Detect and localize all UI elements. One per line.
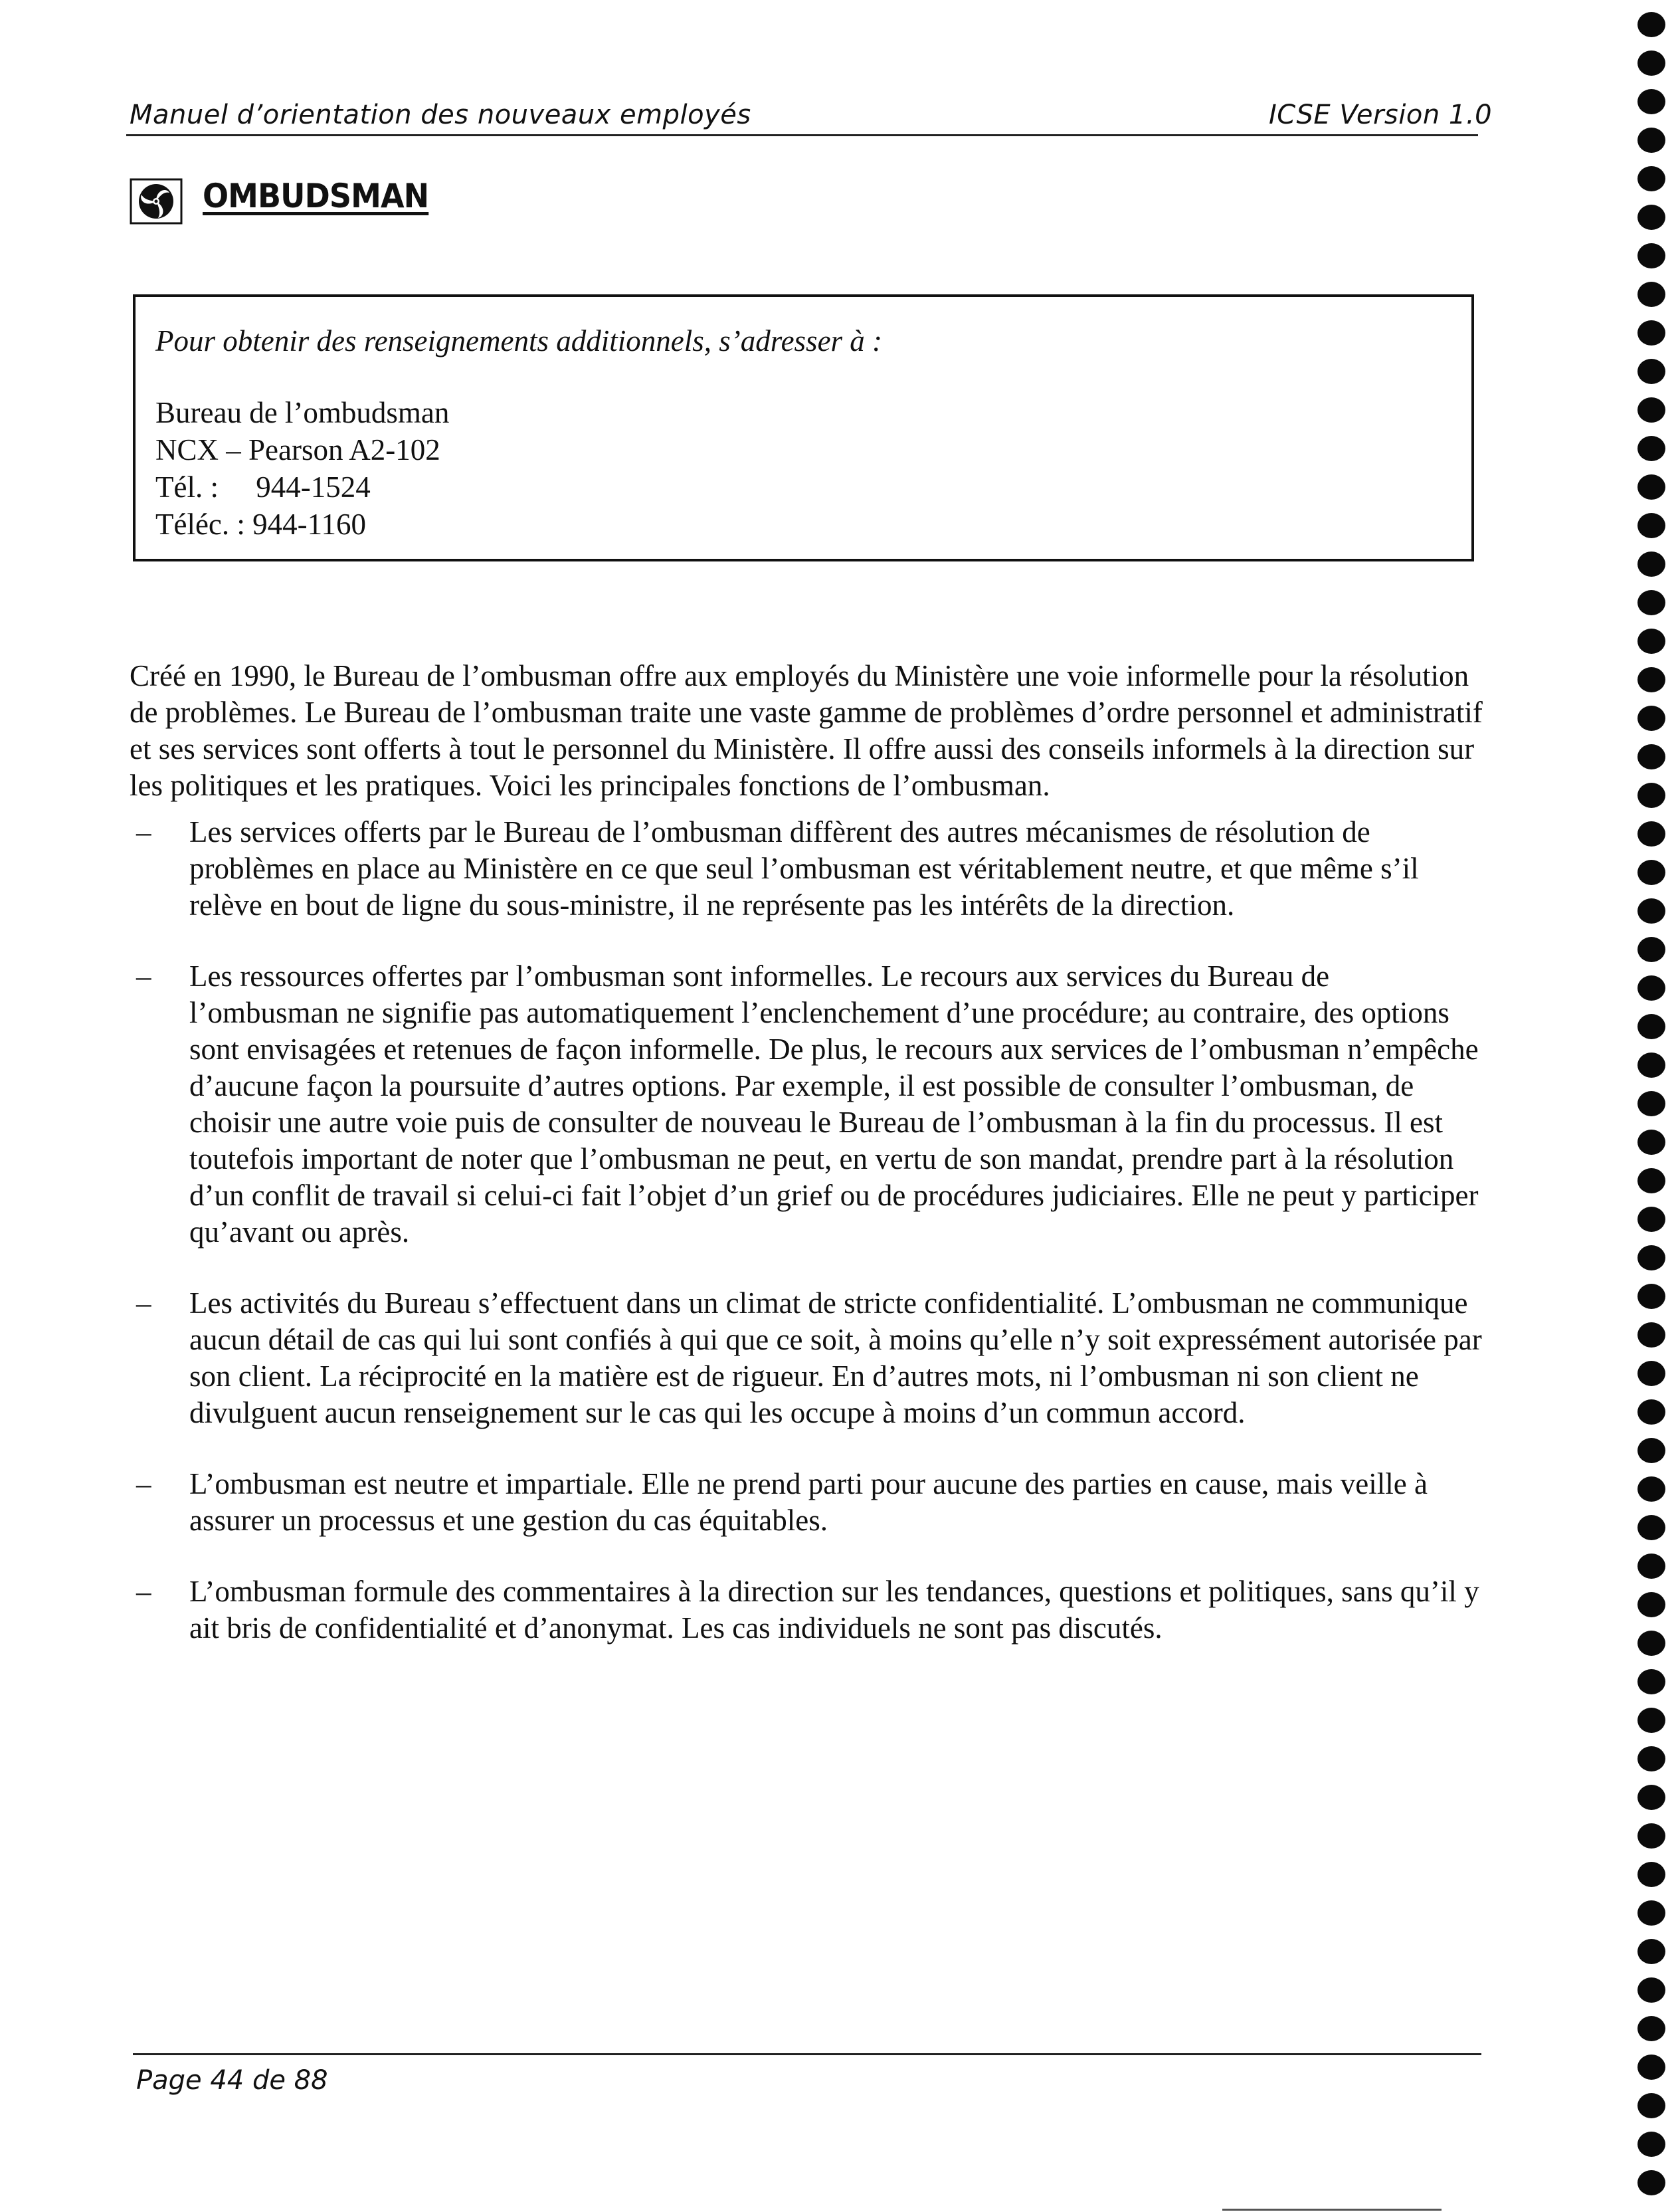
- spiral-binding-hole-icon: [1637, 1014, 1665, 1039]
- spiral-binding-hole-icon: [1637, 1399, 1665, 1425]
- spiral-binding-hole-icon: [1637, 50, 1665, 76]
- list-item: [130, 1466, 1485, 1539]
- functions-list: [130, 814, 1485, 1681]
- spiral-binding-hole-icon: [1637, 821, 1665, 847]
- spiral-binding-hole-icon: [1637, 1977, 1665, 2003]
- spiral-binding-hole-icon: [1637, 1245, 1665, 1270]
- spiral-binding-hole-icon: [1637, 2132, 1665, 2157]
- spiral-binding-hole-icon: [1637, 629, 1665, 654]
- header-document-title: Manuel d’orientation des nouveaux employés: [130, 100, 751, 130]
- spiral-binding-hole-icon: [1637, 1284, 1665, 1309]
- spiral-binding-hole-icon: [1637, 1669, 1665, 1694]
- spiral-binding-hole-icon: [1637, 1862, 1665, 1887]
- spiral-binding-hole-icon: [1637, 667, 1665, 692]
- spiral-binding-hole-icon: [1637, 783, 1665, 808]
- bullet-dash: –: [136, 815, 151, 849]
- list-item-text: Les services offerts par le Bureau de l’ombusman diffèrent des autres mécanismes de résolution de problèmes en place au Ministère en ce que seul l’ombusman est véritablement neutre, et que même s’il relève en bout de ligne du sous-ministre, il ne représente pas les intérêts de la direction.: [189, 815, 1419, 922]
- spiral-binding-hole-icon: [1637, 359, 1665, 384]
- spiral-binding-hole-icon: [1637, 1785, 1665, 1810]
- spiral-binding-hole-icon: [1637, 552, 1665, 577]
- spiral-binding-hole-icon: [1637, 1554, 1665, 1579]
- spiral-binding-hole-icon: [1637, 1168, 1665, 1193]
- spiral-binding-hole-icon: [1637, 1708, 1665, 1733]
- list-item-text: Les ressources offertes par l’ombusman sont informelles. Le recours aux services du Bureau de l’ombusman ne signifie pas automatiquement l’enclenchement d’une procédure; au contraire, des options sont envisagées et retenues de façon informelle. De plus, le recours aux services de l’ombusman n’empêche d’aucune façon la poursuite d’autres options. Par exemple, il est possible de consulter l’ombusman, de choisir une autre voie puis de consulter de nouveau le Bureau de l’ombusman à la fin du processus. Il est toutefois important de noter que l’ombusman ne peut, en vertu de son mandat, prendre part à la résolution d’un conflit de travail si celui-ci fait l’objet d’un grief ou de procédures judiciaires. Elle ne peut y participer qu’avant ou après.: [189, 959, 1479, 1249]
- contact-phone: Tél. : 944-1524: [155, 470, 371, 504]
- spiral-binding-hole-icon: [1637, 166, 1665, 191]
- spiral-binding-hole-icon: [1637, 860, 1665, 885]
- spiral-binding-hole-icon: [1637, 2055, 1665, 2080]
- spiral-binding-hole-icon: [1637, 2170, 1665, 2195]
- spiral-binding-hole-icon: [1637, 898, 1665, 924]
- spiral-binding-hole-icon: [1637, 89, 1665, 114]
- spiral-binding-hole-icon: [1637, 513, 1665, 538]
- spiral-binding-hole-icon: [1637, 282, 1665, 307]
- list-item-text: Les activités du Bureau s’effectuent dans un climat de stricte confidentialité. L’ombusman ne communique aucun détail de cas qui lui sont confiés à qui que ce soit, à moins qu’elle n’y soit expressément autorisée par son client. La réciprocité en la matière est de rigueur. En d’autres mots, ni l’ombusman ni son client ne divulguent aucun renseignement sur le cas qui les occupe à moins d’un commun accord.: [189, 1286, 1482, 1429]
- spiral-binding-hole-icon: [1637, 590, 1665, 615]
- spiral-binding-hole-icon: [1637, 1130, 1665, 1155]
- spiral-binding-hole-icon: [1637, 1438, 1665, 1463]
- contact-intro: Pour obtenir des renseignements additionnels, s’adresser à :: [155, 324, 883, 357]
- contact-fax: Téléc. : 944-1160: [155, 508, 366, 541]
- list-item: [130, 1573, 1485, 1647]
- spiral-binding-hole-icon: [1637, 1322, 1665, 1348]
- list-item: [130, 958, 1485, 1251]
- bullet-dash: –: [136, 1286, 151, 1320]
- spiral-binding-hole-icon: [1637, 1091, 1665, 1116]
- spiral-binding-hole-icon: [1637, 706, 1665, 731]
- header-divider: [126, 134, 1478, 136]
- page-number: Page 44 de 88: [136, 2065, 328, 2096]
- list-item-text: L’ombusman est neutre et impartiale. Elle ne prend parti pour aucune des parties en cause, mais veille à assurer un processus et une gestion du cas équitables.: [189, 1467, 1428, 1537]
- spiral-binding-hole-icon: [1637, 243, 1665, 268]
- bottom-edge-line: [1222, 2209, 1442, 2211]
- spiral-binding: [1631, 0, 1680, 2212]
- spiral-binding-hole-icon: [1637, 1823, 1665, 1849]
- spiral-binding-hole-icon: [1637, 397, 1665, 423]
- spiral-binding-hole-icon: [1637, 975, 1665, 1001]
- spiral-binding-hole-icon: [1637, 1592, 1665, 1617]
- spiral-binding-hole-icon: [1637, 937, 1665, 962]
- list-item: [130, 1285, 1485, 1431]
- spiral-binding-hole-icon: [1637, 128, 1665, 153]
- contact-info-box: [133, 294, 1474, 561]
- spiral-binding-hole-icon: [1637, 2093, 1665, 2118]
- spiral-binding-hole-icon: [1637, 320, 1665, 346]
- spiral-binding-hole-icon: [1637, 1207, 1665, 1232]
- triskelion-icon: [130, 178, 183, 225]
- spiral-binding-hole-icon: [1637, 1900, 1665, 1926]
- spiral-binding-hole-icon: [1637, 205, 1665, 230]
- contact-office: Bureau de l’ombudsman: [155, 396, 450, 429]
- footer-divider: [133, 2053, 1481, 2055]
- header-version: ICSE Version 1.0: [1269, 100, 1493, 130]
- spiral-binding-hole-icon: [1637, 2016, 1665, 2041]
- spiral-binding-hole-icon: [1637, 1631, 1665, 1656]
- bullet-dash: –: [136, 959, 151, 993]
- spiral-binding-hole-icon: [1637, 1361, 1665, 1386]
- list-item: [130, 814, 1485, 924]
- spiral-binding-hole-icon: [1637, 474, 1665, 500]
- spiral-binding-hole-icon: [1637, 1939, 1665, 1964]
- spiral-binding-hole-icon: [1637, 436, 1665, 461]
- spiral-binding-hole-icon: [1637, 744, 1665, 769]
- spiral-binding-hole-icon: [1637, 1515, 1665, 1540]
- spiral-binding-hole-icon: [1637, 12, 1665, 37]
- bullet-dash: –: [136, 1575, 151, 1608]
- spiral-binding-hole-icon: [1637, 1476, 1665, 1502]
- list-item-text: L’ombusman formule des commentaires à la direction sur les tendances, questions et politiques, sans qu’il y ait bris de confidentialité et d’anonymat. Les cas individuels ne sont pas discutés.: [189, 1575, 1479, 1645]
- bullet-dash: –: [136, 1467, 151, 1500]
- contact-location: NCX – Pearson A2-102: [155, 433, 440, 466]
- spiral-binding-hole-icon: [1637, 1746, 1665, 1771]
- spiral-binding-hole-icon: [1637, 1053, 1665, 1078]
- intro-paragraph: Créé en 1990, le Bureau de l’ombusman offre aux employés du Ministère une voie informelle pour la résolution de problèmes. Le Bureau de l’ombusman traite une vaste gamme de problèmes d’ordre personnel et administratif et ses services sont offerts à tout le personnel du Ministère. Il offre aussi des conseils informels à la direction sur les politiques et les pratiques. Voici les principales fonctions de l’ombusman.: [130, 659, 1483, 802]
- section-title: OMBUDSMAN: [203, 177, 429, 215]
